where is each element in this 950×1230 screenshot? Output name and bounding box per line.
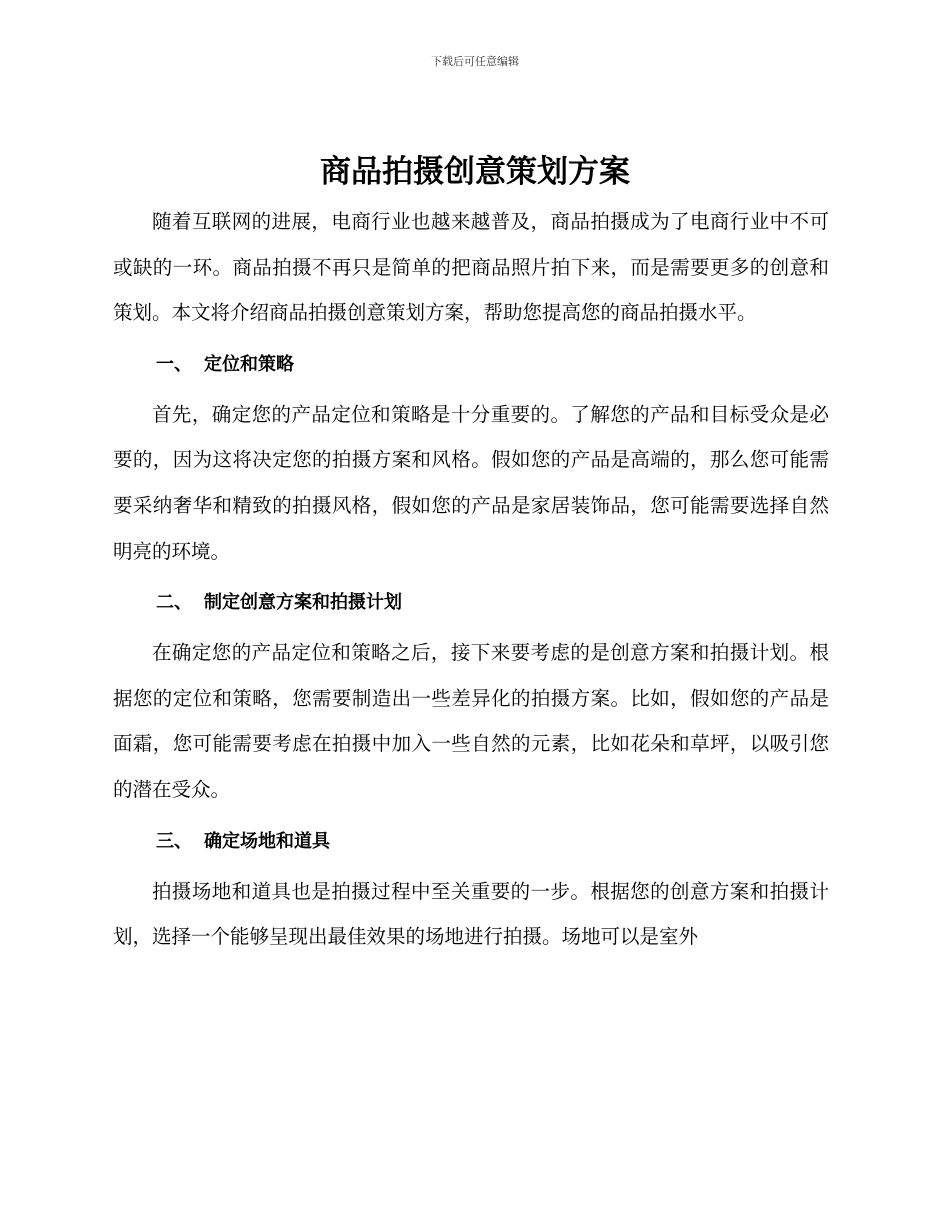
section-creative-plan — [113, 574, 829, 812]
intro-paragraph: 随着互联网的进展，电商行业也越来越普及，商品拍摄成为了电商行业中不可或缺的一环。商品拍摄不再只是简单的把商品照片拍下来，而是需要更多的创意和策划。本文将介绍商品拍摄创意策划方案，帮助您提高您的商品拍摄水平。 — [113, 210, 829, 325]
section-title: 确定场地和道具 — [204, 830, 330, 852]
page-header-note: 下载后可任意编辑 — [431, 55, 519, 68]
section-paragraph: 首先，确定您的产品定位和策略是十分重要的。了解您的产品和目标受众是必要的，因为这将决定您的拍摄方案和风格。假如您的产品是高端的，那么您可能需要采纳奢华和精致的拍摄风格，假如您的产品是家居装饰品，您可能需要选择自然明亮的环境。 — [113, 402, 829, 563]
section-number: 二、 — [156, 592, 192, 614]
section-heading — [113, 574, 829, 630]
section-title: 制定创意方案和拍摄计划 — [204, 592, 402, 614]
document-title: 商品拍摄创意策划方案 — [320, 154, 630, 190]
section-number: 三、 — [156, 830, 192, 852]
section-venue-props — [113, 813, 829, 960]
section-heading — [113, 813, 829, 869]
section-positioning — [113, 336, 829, 574]
section-heading — [113, 336, 829, 392]
document-body — [113, 199, 829, 960]
section-title: 定位和策略 — [204, 353, 294, 375]
section-paragraph: 在确定您的产品定位和策略之后，接下来要考虑的是创意方案和拍摄计划。根据您的定位和策略，您需要制造出一些差异化的拍摄方案。比如，假如您的产品是面霜，您可能需要考虑在拍摄中加入一些自然的元素，比如花朵和草坪，以吸引您的潜在受众。 — [113, 641, 829, 801]
section-paragraph: 拍摄场地和道具也是拍摄过程中至关重要的一步。根据您的创意方案和拍摄计划，选择一个能够呈现出最佳效果的场地进行拍摄。场地可以是室外 — [113, 879, 829, 949]
section-number: 一、 — [156, 353, 192, 375]
